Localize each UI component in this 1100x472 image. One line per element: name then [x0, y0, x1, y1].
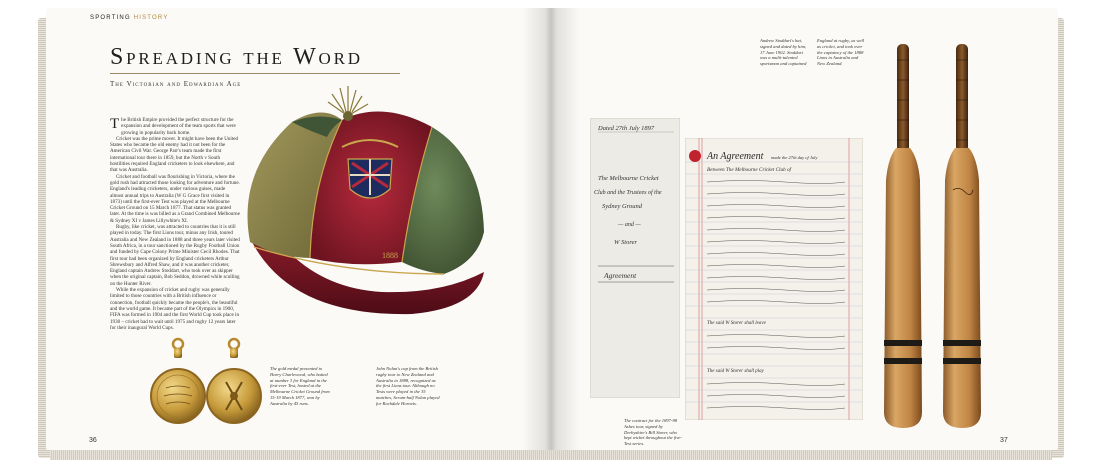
contract-between: Between The Melbourne Cricket Club of	[707, 167, 791, 173]
caption-medal: The gold medal presented to Harry Charlewood, who batted at number 3 for England in the first-ever Test, hosted at the Melbourne Cricket Ground from 15-19 March 1877, won by Australia by 45 runs.	[270, 366, 330, 406]
page-subtitle: The Victorian and Edwardian Age	[110, 80, 242, 88]
contract-page	[685, 138, 863, 420]
title-rule	[110, 73, 400, 74]
cap-year-embroidery: 1888	[382, 251, 398, 260]
caption-stoddart-hat: Andrew Stoddart's hat, signed and dated by him, 17 June 1902. Stoddart was a multi-talented sportsman and captained	[760, 38, 807, 67]
caption-stoddart-hat-cont: England at rugby, as well as cricket, and took over the captaincy of the 1888 Lions in Australia and New Zealand.	[817, 38, 865, 67]
contract-cover-date: Dated 27th July 1897	[598, 125, 655, 132]
section-label	[90, 15, 169, 21]
rugby-cap-photo	[232, 82, 492, 330]
section-label-highlight: HISTORY	[133, 15, 169, 21]
caption-contract: The contract for the 1897-98 Ashes tour, signed by Derbyshire's Bill Storer, who kept wicket throughout the five-Test series.	[624, 418, 682, 447]
dropcap: T	[110, 116, 120, 132]
body-p1: he British Empire provided the perfect structure for the expansion and development of the team sports that were growing in popularity back home.	[121, 117, 236, 136]
body-paragraph	[110, 117, 240, 136]
body-p3: Cricket and football was flourishing in Victoria, where the gold rush had attracted those looking for adventure and fortune. England's leading cricketers, under various guises, made almost annual trips to Australia (W G Grace first visited in 1873) until the first-ever Test was played at the Melbourne Cricket Ground on 15 March 1877. That status was granted later. At the time is was billed as a Grand Combined Melbourne & Sydney XI v James Lillywhite's XI.	[110, 173, 240, 224]
contract-heading: An Agreement	[707, 151, 764, 162]
body-p5: While the expansion of cricket and rugby was generally limited to those countries with a British influence or connection, football quickly became the people's, the beautiful and the world game. It became part of the Olympics in 1900, FIFA was formed in 1904 and the first World Cup took place in 1930 – cricket had to wait until 1975 and rugby 12 years later for their inaugural World Cups.	[110, 287, 239, 331]
contract-clause-b: The said W Storer shall play	[707, 369, 764, 374]
gold-medal-photo	[150, 336, 262, 444]
contract-cover-line2: Club and the Trustees of the	[594, 190, 662, 196]
page-number-left: 36	[89, 437, 97, 444]
contract-cover	[590, 118, 680, 398]
body-p2: Cricket was the prime mover. It might have been the United States who became the old enemy had it not been for the American Civil War. George Parr's team made the first international tour there in 1859, but the North v South hostilities required England cricketers to look elsewhere, and that was Australia.	[110, 135, 239, 174]
section-label-main: SPORTING	[90, 15, 131, 21]
body-text	[110, 117, 240, 331]
cricket-bat-photo	[878, 40, 928, 432]
contract-date-part: made the 27th day of July	[771, 155, 818, 160]
contract-cover-name: W Storer	[614, 239, 638, 246]
contract-cover-line1: The Melbourne Cricket	[598, 175, 659, 182]
contract-cover-agreement: Agreement	[604, 271, 637, 280]
caption-cap: John Nolan's cap from the British rugby tour to New Zealand and Australia in 1888, recognized as the first Lions tour. Although no Tests were played in the 35 matches, Scrum-half Nolan played for Rochdale Hornets.	[376, 366, 440, 406]
page-title: Spreading the Word	[110, 44, 363, 70]
page-number-right: 37	[1000, 437, 1008, 444]
contract-cover-line3: Sydney Ground	[602, 203, 643, 210]
body-p4: Rugby, like cricket, was attracted to countries that it is still played in today. The first Lions tour, minus any Irish, toured Australia and New Zealand in 1888 and three years later visited South Africa, in a tour sanctioned by the Rugby Football Union and funded by Cape Colony Prime Minister Cecil Rhodes. That first tour had been organized by England cricketers Arthur Shrewsbury and Alfred Shaw, and it was another cricketer, England captain Andrew Stoddart, who took over as skipper when the original captain, Bob Seddon, drowned while sculling on the Hunter River.	[110, 224, 240, 287]
wax-seal-icon	[689, 150, 701, 162]
contract-cover-and: — and —	[618, 222, 641, 228]
contract-clause-a: The said W Storer shall leave	[707, 321, 766, 326]
cricket-bat-back-photo	[937, 40, 987, 432]
